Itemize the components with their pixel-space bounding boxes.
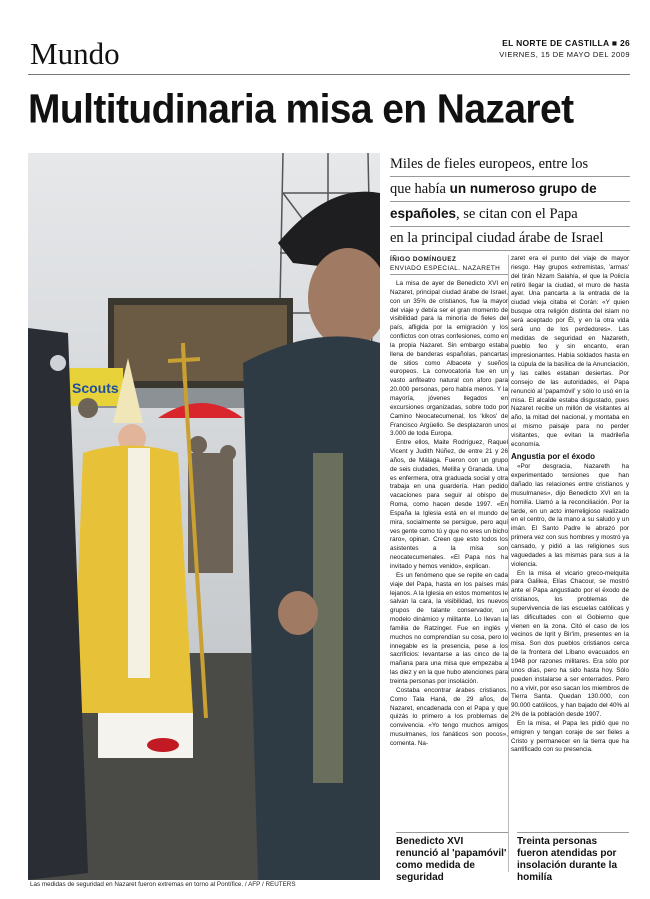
- byline: [390, 255, 508, 275]
- paragraph: zaret era el punto del viaje de mayor riesgo. Hay grupos extremistas, 'armas' del tirán Nizam Salahía, el que la Policía retiró llegar la ciudad, el muro de hasta ayer. Una pancarta a la entrada de la ciudad vieja citaba el Corán: «Y quien busque otra religión distinta del islam no será aceptado por Él, y en la otra vida será uno de los perdedores». Las medidas de seguridad en Nazareth, pueblo feo y sin encanto, eran impresionantes. Había soldados hasta en la cúpula de la basílica de la Anunciación, y las calles estaban desiertas. Por consejo de las autoridades, el Papa renunció al 'papamóvil' y sólo lo usó en la misa. El alcalde estaba disgustado, pues Nazaret recibe un millón de visitantes al año, la mitad del nacional, y montaba en el mismo paisaje para no perder visitantes, que evitan la madrileña economía.: [511, 255, 629, 448]
- section-heading: Angustia por el éxodo: [511, 451, 596, 461]
- subheadline: [390, 153, 630, 251]
- scouts-sign-text: Scouts: [72, 380, 119, 396]
- paragraph: Es un fenómeno que se repite en cada viaje del Papa, hasta en los países más lejanos. A la Iglesia en estos momentos le salvan la cara, la visibilidad, los nuevos grupos de talante conservador, un modelo dinámico y militante. Lo llevan la familia de Ratzinger. Fue en inglés y muchos no comprendían su cosa, pero lo innegable es la presencia, pese a los sacrificios: levantarse a las cinco de la mañana para una misa que empezaba a las diez y en la que hubo atenciones para treinta personas por insolación.: [390, 571, 508, 685]
- paragraph: En la misa el vicario greco-melquita para Galilea, Elías Chacour, se mostró ante el Papa angustiado por el éxodo de cristianos, los problemas de supervivencia de las escuelas católicas y las dificultades con el Gobierno que vienen en la zona. Citó el caso de los vecinos de Iqrit y Bir'im, presentes en la misa. Son dos pueblos cristianos cerca de la frontera del Líbano evacuados en 1948 por razones militares. Era sólo por unos días, pero ha sido hasta hoy. Sólo pueden instalarse a ser enterrados. Pero no a vivir, por eso sacan los miembros de Tierra Santa. Quedan 130.000, con 90.000 católicos, y han bajado del 40% al 2% de la población desde 1907.: [511, 569, 629, 719]
- column-divider: [508, 255, 509, 872]
- page-square-icon: ■: [611, 38, 618, 48]
- photo-caption: [30, 881, 390, 888]
- top-rule: [28, 74, 630, 75]
- paragraph: Entre ellos, Maite Rodríguez, Raquel Vicent y Judith Núñez, de entre 21 y 26 años, de Málaga. Fueron con un grupo de seis ciudades, Melilla y Granada. Una es enfermera, otra graduada social y otra trabaja en una guardería. Han pedido vacaciones para seguir al obispo de Roma, como hacen desde 1997. «En España la Iglesia está en el mundo de mira, socialmente se persigue, pero aquí ves gente como tú y que no eres un bicho raro», opinan. Creen que esto todos los asistentes a la misa son neocatecumenales. «El Papa nos ha invitado y hemos venido», explican.: [390, 439, 508, 570]
- paragraph: «Por desgracia, Nazareth ha experimentado tensiones que han dañado las relaciones entre cristianos y musulmanes», dijo Benedicto XVI en la homilía. Llamó a la reconciliación. Por la tarde, en un acto interreligioso realizado en el centro, de la mano a su saludo y un imán. El Santo Padre le abrazó por primera vez con sus hombres y mostró ya cansado, y pidió a las religiones sus vaguedades a las mismas para sus a la violencia.: [511, 463, 629, 568]
- pope-nazareth-photo: [28, 153, 380, 880]
- paragraph: En la misa, el Papa les pidió que no emigren y tengan coraje de ser fieles a Cristo y permanecer en la tierra que ha santificado con su presencia.: [511, 719, 629, 754]
- paragraph: Costaba encontrar árabes cristianos. Como Tala Haná, de 29 años, de Nazaret, encadenada con el Papa y que quizás lo primero a los problemas de convivencia. «Yo tengo muchos amigos musulmanes, los fanáticos son pocos», comenta. Na-: [390, 686, 508, 747]
- article-column-1: [390, 280, 508, 749]
- subhead-bold: un numeroso grupo de: [449, 181, 597, 196]
- masthead: [499, 38, 630, 59]
- subhead-line-2: [390, 177, 630, 202]
- highlight-box-1: Benedicto XVI renunció al 'papamóvil' como medida de seguridad: [396, 832, 508, 884]
- subhead-line-1: Miles de fieles europeos, entre los: [390, 153, 630, 177]
- page-number: 26: [619, 38, 630, 48]
- subhead-text: que había: [390, 181, 450, 197]
- section-title: Mundo: [30, 36, 120, 71]
- caption-credit: / AFP / REUTERS: [244, 881, 296, 888]
- paper-name: EL NORTE DE CASTILLA: [502, 38, 610, 48]
- issue-date: VIERNES, 15 DE MAYO DEL 2009: [499, 50, 630, 59]
- subhead-text: , se citan con el Papa: [456, 206, 578, 222]
- main-photo: [28, 153, 380, 880]
- paragraph: La misa de ayer de Benedicto XVI en Nazaret, principal ciudad árabe de Israel, con un 35% de cristianos, fue la mayor del viaje y debía ser el gran momento de visibilidad para la minoría de fieles del país, afligida por la emigración y los conflictos con otras confesiones, como en la propia Nazaret. Sin embargo estaba llena de banderas españolas, pancartas de sitios como Albacete y sueños europeos. La convocatoria fue en un vasto anfiteatro natural con aforo para 20.000 personas, pero había menos. Y la mayoría, jóvenes llegados en excursiones organizadas, sobre todo por Camino Neocatecumenal, los 'kikos' de Francisco Argüello. Se desplazaron unos 3.000 de toda Europa.: [390, 280, 508, 438]
- headline: Multitudinaria misa en Nazaret: [28, 86, 574, 133]
- author-role: ENVIADO ESPECIAL. NAZARETH: [390, 264, 508, 275]
- author-name: ÍÑIGO DOMÍNGUEZ: [390, 256, 457, 263]
- caption-text: Las medidas de seguridad en Nazaret fueron extremas en torno al Pontífice.: [30, 881, 244, 888]
- subhead-line-4: en la principal ciudad árabe de Israel: [390, 227, 630, 251]
- subhead-line-3: [390, 202, 630, 227]
- subhead-bold: españoles: [390, 206, 457, 221]
- highlight-box-2: Treinta personas fueron atendidas por insolación durante la homilía: [517, 832, 629, 884]
- article-column-2: [511, 255, 629, 755]
